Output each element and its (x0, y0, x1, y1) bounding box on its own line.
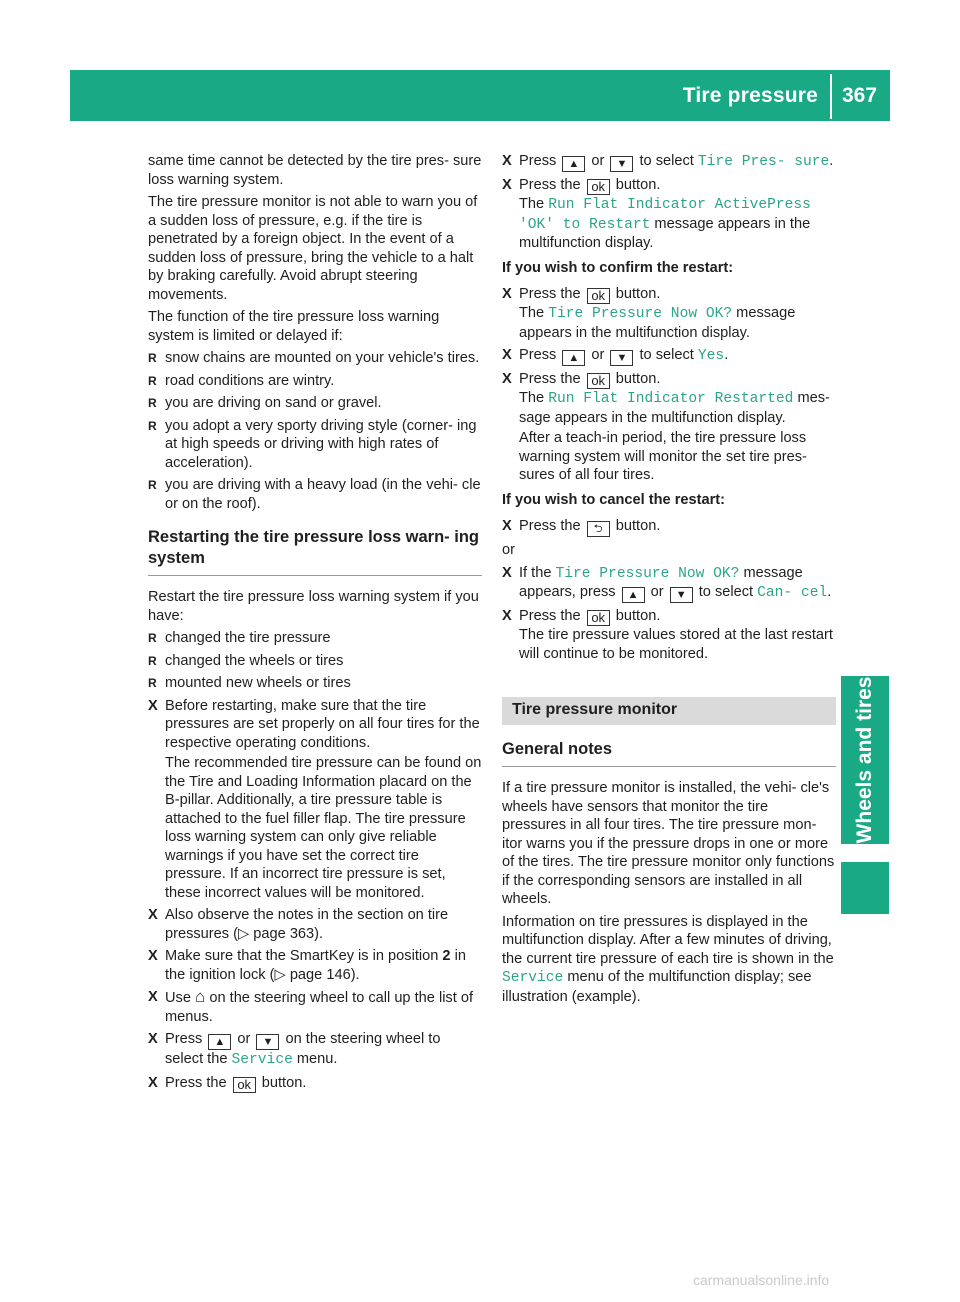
instruction-step: X Press the ok button. The tire pressure values stored at the last restart will continue to be monitored. (502, 607, 836, 663)
paragraph: Information on tire pressures is displayed in the multifunction display. After a few minutes of driving, the current tire pressure of each tire is shown in the Service menu of the multifunction display; see illustration (example). (502, 913, 834, 1005)
instruction-step: X Also observe the notes in the section on tire pressures (▷ page 363). (148, 906, 482, 943)
display-message: Tire Pres- sure (697, 154, 830, 170)
header-divider (830, 74, 832, 119)
menu-name: Service (231, 1052, 293, 1068)
up-arrow-key-icon: ▲ (562, 350, 585, 366)
paragraph: If a tire pressure monitor is installed, the vehi- cle's wheels have sensors that monitor the tire pressures in all four tires. The tire pressure mon- itor warns you if the pressure drops in one or more of the tires. The tire pressure monitor only functions if the corresponding sensors are installed in all wheels. (502, 780, 835, 907)
list-item: R road conditions are wintry. (148, 372, 482, 391)
section-heading: General notes (502, 739, 836, 767)
page-reference[interactable]: page 146 (289, 966, 351, 983)
list-item: R you are driving with a heavy load (in the vehi- cle or on the roof). (148, 476, 482, 513)
instruction-step: X Before restarting, make sure that the tire pressures are set properly on all four tires for the respective operating conditions. The recommended tire pressure can be found on the Tire and Loading Information placard on the B-pillar. Additionally, a tire pressure table is attached to the fuel filler flap. The tire pressure loss warning system can only give reliable warnings if you have set the correct tire pressure. If an incorrect tire pressure is set, these incorrect values will be monitored. (148, 697, 482, 903)
menu-name: Service (502, 970, 564, 986)
paragraph: same time cannot be detected by the tire pres- sure loss warning system. (148, 153, 482, 188)
list-item: R changed the tire pressure (148, 629, 482, 648)
paragraph: The function of the tire pressure loss warning system is limited or delayed if: (148, 309, 440, 344)
left-column (148, 152, 482, 1097)
page-ref-arrow-icon: ▷ (274, 966, 286, 983)
section-tab-label: Wheels and tires (853, 676, 876, 844)
page-ref-arrow-icon: ▷ (238, 925, 250, 942)
ok-key-icon: ok (233, 1077, 256, 1093)
instruction-step: X Press ▲ or ▼ on the steering wheel to select the Service menu. (148, 1030, 482, 1070)
down-arrow-key-icon: ▼ (670, 587, 693, 603)
down-arrow-key-icon: ▼ (256, 1034, 279, 1050)
display-message: Run Flat Indicator ActivePress 'OK' to Restart (519, 197, 811, 233)
step-note: The recommended tire pressure can be found on the Tire and Loading Information placard on the B-pillar. Additionally, a tire pressure table is attached to the fuel filler flap. The tire pressure loss warning system can only give reliable warnings if you have set the correct tire pressure. If an incorrect tire pressure is set, these incorrect values will be monitored. (165, 755, 482, 901)
display-message: Run Flat Indicator Restarted (548, 391, 794, 407)
instruction-step: X Use ⌂ on the steering wheel to call up the list of menus. (148, 988, 482, 1026)
list-item: R changed the wheels or tires (148, 652, 482, 671)
step-note: The tire pressure values stored at the last restart will continue to be monitored. (519, 627, 833, 662)
page-reference[interactable]: page 363 (253, 925, 315, 942)
list-item: R mounted new wheels or tires (148, 674, 482, 693)
list-item: R snow chains are mounted on your vehicle's tires. (148, 349, 482, 368)
instruction-step: X Press the ok button. The Tire Pressure Now OK? message appears in the multifunction display. (502, 285, 836, 342)
up-arrow-key-icon: ▲ (622, 587, 645, 603)
paragraph: Restart the tire pressure loss warning system if you have: (148, 589, 479, 624)
instruction-step: X If the Tire Pressure Now OK? message appears, press ▲ or ▼ to select Can- cel. (502, 564, 836, 604)
ok-key-icon: ok (587, 373, 610, 389)
section-band: Tire pressure monitor (502, 697, 836, 725)
list-item: R you are driving on sand or gravel. (148, 394, 482, 413)
section-tab (841, 676, 889, 844)
up-arrow-key-icon: ▲ (562, 156, 585, 172)
right-column (502, 152, 836, 1010)
subheading: If you wish to cancel the restart: (502, 491, 726, 508)
section-marker (841, 862, 889, 914)
instruction-step: X Press the ok button. The Run Flat Indicator Restarted mes- sage appears in the multifunction display. After a teach-in period, the tire pressure loss warning system will monitor the set tire pres- sures of all four tires. (502, 370, 836, 485)
ok-key-icon: ok (587, 610, 610, 626)
display-message: Tire Pressure Now OK? (548, 306, 733, 322)
paragraph: The tire pressure monitor is not able to warn you of a sudden loss of pressure, e.g. if the tire is penetrated by a foreign object. In the event of a sudden loss of pressure, bring the vehicle to a halt by braking carefully. Avoid abrupt steering movements. (148, 194, 478, 303)
page-number: 367 (842, 84, 878, 107)
home-icon: ⌂ (195, 987, 206, 1006)
instruction-step: X Press the ok button. The Run Flat Indicator ActivePress 'OK' to Restart message appears in the multifunction display. (502, 176, 836, 253)
back-key-icon: ⮌ (587, 521, 610, 537)
display-message: Can- cel (757, 585, 828, 601)
instruction-step: X Press the ok button. (148, 1074, 482, 1093)
up-arrow-key-icon: ▲ (208, 1034, 231, 1050)
ok-key-icon: ok (587, 288, 610, 304)
subheading: If you wish to confirm the restart: (502, 259, 734, 276)
instruction-step: X Press ▲ or ▼ to select Tire Pres- sure. (502, 152, 836, 172)
down-arrow-key-icon: ▼ (610, 350, 633, 366)
page-title: Tire pressure (682, 84, 818, 107)
instruction-step: X Press ▲ or ▼ to select Yes. (502, 346, 836, 366)
section-heading: Restarting the tire pressure loss warn- ing system (148, 527, 482, 576)
instruction-step: X Make sure that the SmartKey is in position 2 in the ignition lock (▷ page 146). (148, 947, 482, 984)
or-text: or (502, 542, 515, 558)
ok-key-icon: ok (587, 179, 610, 195)
watermark-footer: carmanualsonline.info (693, 1272, 830, 1288)
step-note: After a teach-in period, the tire pressure loss warning system will monitor the set tire pres- sures of all four tires. (519, 430, 807, 483)
display-message: Yes (697, 348, 725, 364)
down-arrow-key-icon: ▼ (610, 156, 633, 172)
instruction-step: X Press the ⮌ button. (502, 517, 836, 537)
display-message: Tire Pressure Now OK? (555, 565, 740, 582)
list-item: R you adopt a very sporty driving style (corner- ing at high speeds or driving with high rates of acceleration). (148, 417, 482, 473)
